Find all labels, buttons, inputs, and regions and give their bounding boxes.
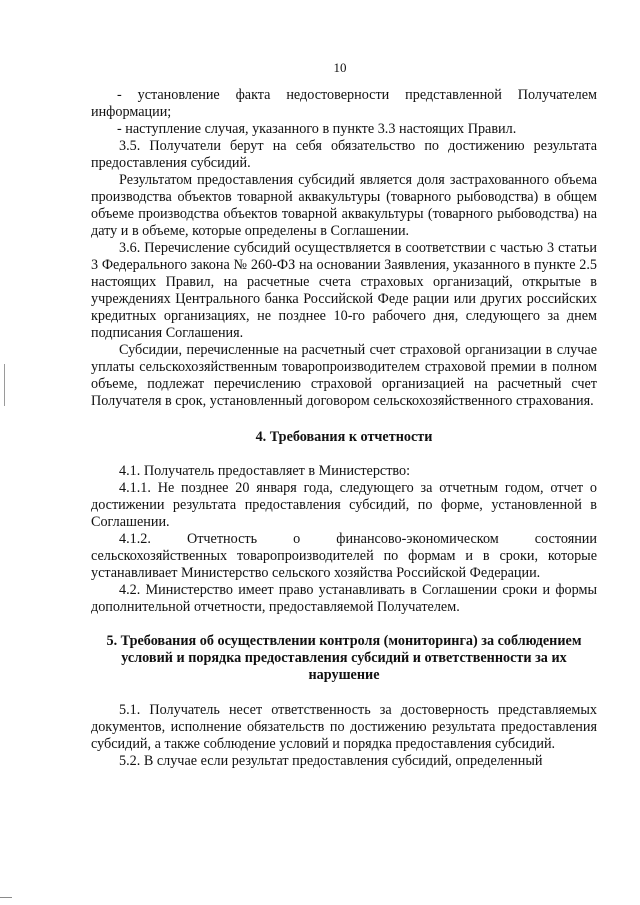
paragraph-4-1: 4.1. Получатель предоставляет в Министерство: <box>119 463 411 479</box>
paragraph-list-item-2: - наступление случая, указанного в пункте 3.3 настоящих Правил. <box>117 121 517 137</box>
paragraph-4-1-2: 4.1.2. Отчетность о финансово-экономическом состоянии сельскохозяйственных товаропроизводителей по формам и в сроки, которые устанавливает Министерство сельского хозяйства Российской Федерации. <box>91 531 597 581</box>
binding-mark <box>4 364 5 406</box>
paragraph-4-2: 4.2. Министерство имеет право устанавливать в Соглашении сроки и формы дополнительной отчетности, предоставляемой Получателем. <box>91 582 597 615</box>
page-number: 10 <box>333 60 347 75</box>
page-corner-mark <box>0 897 12 898</box>
paragraph-subsidy-transfer: Субсидии, перечисленные на расчетный счет страховой организации в случае уплаты сельскохозяйственным товаропроизводителем страховой премии в полном объеме, подлежат перечислению страховой организацией на расчетный счет Получателя в срок, установленный договором сельскохозяйственного страхования. <box>91 342 597 409</box>
paragraph-3-5: 3.5. Получатели берут на себя обязательство по достижению результата предоставления субсидий. <box>91 138 597 171</box>
paragraph-list-item-1: - установление факта недостоверности представленной Получателем информации; <box>91 87 597 120</box>
document-body <box>91 87 597 770</box>
section-heading-5: 5. Требования об осуществлении контроля (мониторинга) за соблюдением условий и порядка предоставления субсидий и ответственности за их нарушение <box>106 633 582 683</box>
paragraph-result-definition: Результатом предоставления субсидий является доля застрахованного объема производства объектов товарной аквакультуры (товарного рыбоводства) в общем объеме производства объектов товарной аквакультуры (товарного рыбоводства) на дату и в объеме, которые определены в Соглашении. <box>91 172 597 239</box>
paragraph-5-1: 5.1. Получатель несет ответственность за достоверность представляемых документов, исполнение обязательств по достижению результата предоставления субсидий, а также соблюдение условий и порядка предоставления субсидий. <box>91 702 597 752</box>
paragraph-3-6: 3.6. Перечисление субсидий осуществляется в соответствии с частью 3 статьи 3 Федерального закона № 260-ФЗ на основании Заявления, указанного в пункте 2.5 настоящих Правил, на расчетные счета страховых организаций, открытые в учреждениях Центрального банка Российской Феде рации или других российских кредитных организациях, не позднее 10-го рабочего дня, следующего за днем подписания Соглашения. <box>91 240 597 341</box>
section-heading-4: 4. Требования к отчетности <box>255 429 433 445</box>
paragraph-5-2: 5.2. В случае если результат предоставления субсидий, определенный <box>119 753 543 769</box>
paragraph-4-1-1: 4.1.1. Не позднее 20 января года, следующего за отчетным годом, отчет о достижении результата предоставления субсидий, по форме, установленной в Соглашении. <box>91 480 597 530</box>
